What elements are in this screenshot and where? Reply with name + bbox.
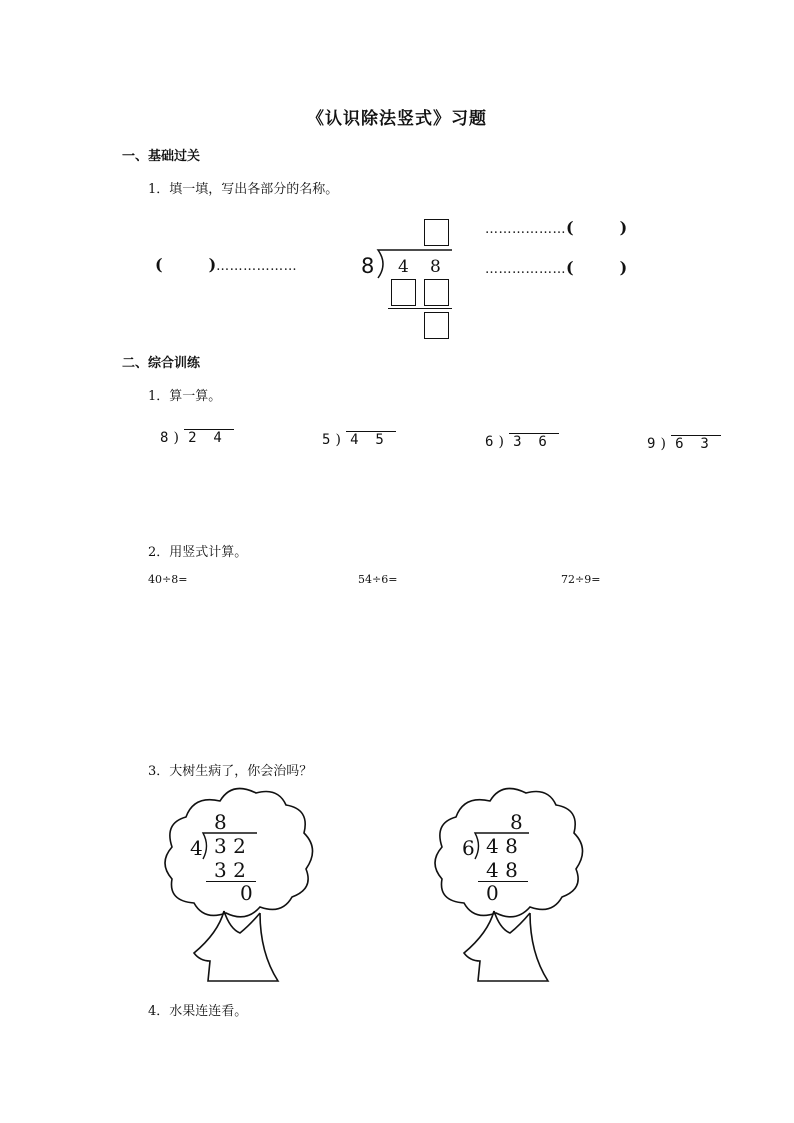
tree-1-divisor: 4 <box>190 836 203 860</box>
division-3[interactable]: 6 ) 3 6 <box>485 431 559 450</box>
blank-right-2[interactable]: ………………( ) <box>485 258 628 277</box>
blank-left[interactable]: ( )……………… <box>155 255 298 274</box>
leader-dots: ……………… <box>216 259 298 274</box>
tree-1-product: 3 2 <box>214 858 246 882</box>
subtraction-line <box>388 308 452 309</box>
section-2-heading: 二、综合训练 <box>122 356 201 371</box>
question-1-1: 1．填一填，写出各部分的名称。 <box>148 182 339 197</box>
product-box-2[interactable] <box>424 279 449 306</box>
page-title: 《认识除法竖式》习题 <box>307 109 487 129</box>
tree-2-remainder: 0 <box>486 881 499 905</box>
question-2-2: 2．用竖式计算。 <box>148 545 248 560</box>
question-2-4: 4．水果连连看。 <box>148 1004 248 1019</box>
question-2-3: 3．大树生病了，你会治吗？ <box>148 764 313 779</box>
division-2[interactable]: 5 ) 4 5 <box>322 429 396 448</box>
question-2-1: 1．算一算。 <box>148 389 222 404</box>
dividend-digit-1: 4 <box>398 257 409 277</box>
tree-2-dividend: 4 8 <box>486 834 518 858</box>
dividend-digit-2: 8 <box>430 257 441 277</box>
tree-2-quotient: 8 <box>510 810 523 834</box>
calc-2[interactable]: 54÷6= <box>358 573 398 586</box>
tree-1-quotient: 8 <box>214 810 227 834</box>
calc-1[interactable]: 40÷8= <box>148 573 188 586</box>
divisor: 8 <box>361 254 375 278</box>
quotient-box[interactable] <box>424 219 449 246</box>
tree-2-product: 4 8 <box>486 858 518 882</box>
tree-1-remainder: 0 <box>240 881 253 905</box>
division-4[interactable]: 9 ) 6 3 <box>647 433 721 452</box>
blank-right-1[interactable]: ………………( ) <box>485 218 628 237</box>
remainder-box[interactable] <box>424 312 449 339</box>
tree-2-divisor: 6 <box>462 836 475 860</box>
division-1[interactable]: 8 ) 2 4 <box>160 427 234 446</box>
product-box-1[interactable] <box>391 279 416 306</box>
section-1-heading: 一、基础过关 <box>122 149 201 164</box>
tree-1-dividend: 3 2 <box>214 834 246 858</box>
division-bracket <box>376 248 456 280</box>
calc-3[interactable]: 72÷9= <box>561 573 601 586</box>
